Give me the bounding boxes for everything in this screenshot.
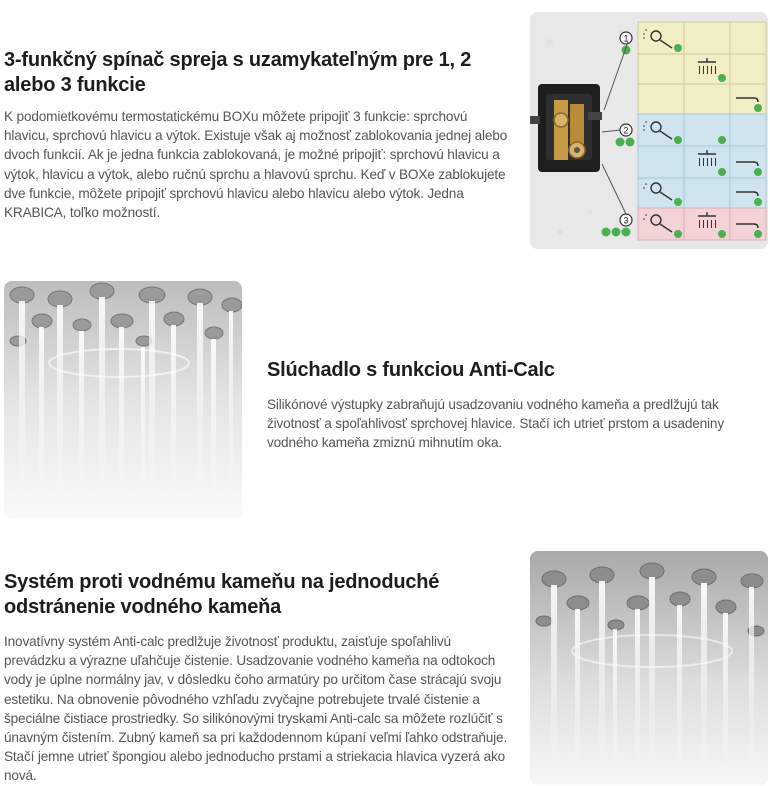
anti-calc-shower-head-photo <box>530 551 768 785</box>
section-title: Systém proti vodnému kameňu na jednoduché odstránenie vodného kameňa <box>4 571 440 618</box>
thermostatic-box-icon <box>530 84 602 172</box>
section-description: Inovatívny systém Anti-calc predlžuje životnosť produktu, zaisťuje spoľahlivú prevádzku a výrazne uľahčuje čistenie. Usadzovanie vodného kameňa na odtokoch vody je úplne normálny jav, v dôsledku čoho armatúry po určitom čase strácajú svoju estetiku. Na obnovenie pôvodného vzhľadu zvyčajne potrebujete trvalé čistenie a špeciálne čistiace prostriedky. So silikónovými tryskami Anti-calc sa môžete rozlúčiť s únavným čistením. Zubný kameň sa pri každodennom kúpaní veľmi ľahko odstraňuje. Stačí jemne utrieť špongiou alebo jednoducho prstami a striekacia hlavica vyzerá ako nová. <box>4 634 508 784</box>
section-title: 3-funkčný spínač spreja s uzamykateľným pre 1, 2 alebo 3 funkcie <box>4 49 472 96</box>
section-description: K podomietkovému termostatickému BOXu môžete pripojiť 3 funkcie: sprchovú hlavicu, sprchovú hlavicu a výtok. Existuje však aj možnosť zablokovania jednej alebo dvoch funkcií. Ak je jedna funkcia zablokovaná, je možné pripojiť: sprchovú hlavicu a výtok, hlavicu a výtok, alebo ručnú sprchu a hlavovú sprchu. Keď v BOXe zablokujete dve funkcie, môžete pripojiť sprchovú hlavicu alebo hlavicu alebo výtok. Jedna KRABICA, toľko možností. <box>4 109 508 221</box>
anti-calc-nozzles-photo <box>4 281 242 518</box>
svg-text:1: 1 <box>623 33 629 44</box>
section-three-function-switch <box>4 48 509 222</box>
section-description: Silikónové výstupky zabraňujú usadzovaniu vodného kameňa a predlžujú tak životnosť a spoľahlivosť sprchovej hlavice. Stačí ich utrieť prstom a usadeniny vodného kameňa zmiznú mihnutím oka. <box>267 397 724 451</box>
section-anti-limescale-system <box>4 570 509 786</box>
section-anti-calc-handset <box>267 358 757 453</box>
svg-text:2: 2 <box>623 125 629 136</box>
box-function-diagram-image <box>530 12 768 249</box>
section-title: Slúchadlo s funkciou Anti-Calc <box>267 359 555 381</box>
svg-text:3: 3 <box>623 215 629 226</box>
function-grid <box>638 22 766 240</box>
